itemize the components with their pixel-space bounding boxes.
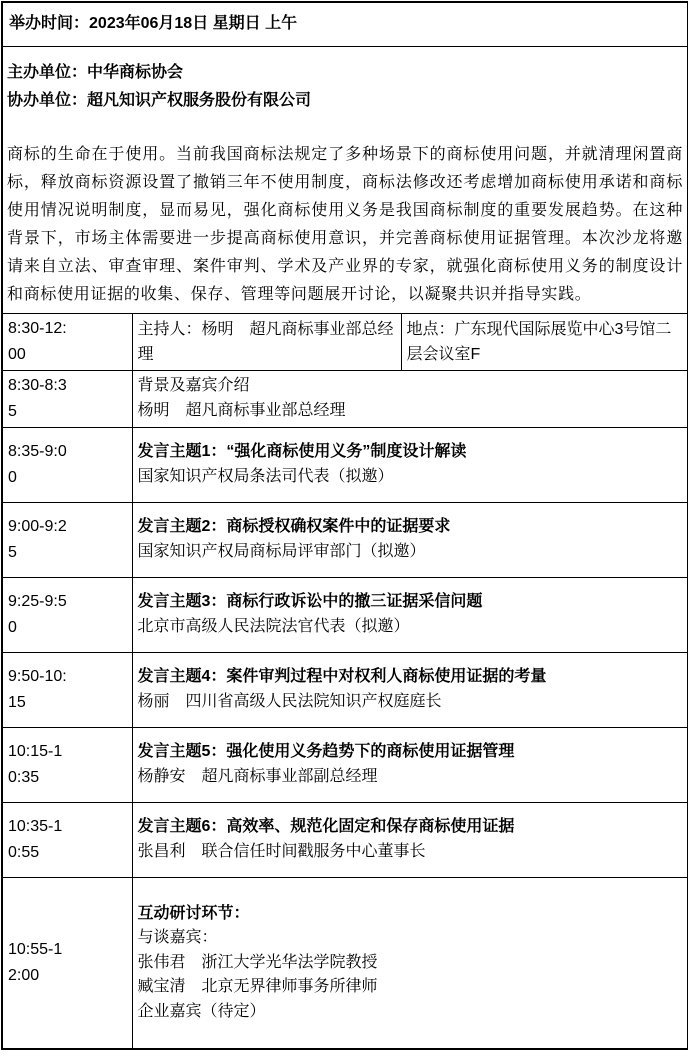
agenda-row <box>2 877 688 1049</box>
agenda-line: 臧宝清 北京无界律师事务所律师 <box>137 978 378 995</box>
agenda-time-cell <box>2 877 132 1049</box>
agenda-title: 发言主题3：商标行政诉讼中的撤三证据采信问题 <box>137 593 483 610</box>
agenda-content-cell <box>132 502 688 577</box>
agenda-line: 张伟君 浙江大学光华法学院教授 <box>137 953 378 971</box>
organizer-label: 主办单位： <box>7 63 88 81</box>
agenda-line: 与谈嘉宾： <box>137 929 218 946</box>
agenda-title: 发言主题4：案件审判过程中对权利人商标使用证据的考量 <box>137 668 547 685</box>
agenda-line: 国家知识产权局商标局评审部门（拟邀） <box>137 542 426 560</box>
agenda-time-cell <box>2 427 132 502</box>
intro-spacer <box>7 115 683 141</box>
agenda-time: 9:25-9:50 <box>8 592 67 636</box>
agenda-time-cell <box>2 370 132 427</box>
agenda-time-cell <box>2 577 132 652</box>
agenda-content-cell <box>132 877 688 1049</box>
agenda-row <box>2 652 688 727</box>
agenda-line: 杨丽 四川省高级人民法院知识产权庭庭长 <box>137 692 442 710</box>
agenda-title: 发言主题6：高效率、规范化固定和保存商标使用证据 <box>137 818 515 835</box>
agenda-content-cell <box>132 577 688 652</box>
agenda-line: 杨明 超凡商标事业部总经理 <box>137 401 346 419</box>
location-text: 地点：广东现代国际展览中心3号馆二层会议室F <box>406 320 672 363</box>
event-time-row <box>2 2 688 46</box>
agenda-content-cell <box>132 802 688 877</box>
event-time-label: 举办时间： <box>9 15 90 33</box>
moderator-cell <box>132 313 401 370</box>
agenda-row <box>2 577 688 652</box>
introduction-paragraph: 商标的生命在于使用。当前我国商标法规定了多种场景下的商标使用问题，并就清理闲置商标，释放商标资源设置了撤销三年不使用制度，商标法修改还考虑增加商标使用承诺和商标使用情况说明制度，显而易见，强化商标使用义务是我国商标制度的重要发展趋势。在这种背景下，市场主体需要进一步提高商标使用意识，并完善商标使用证据管理。本次沙龙将邀请来自立法、审查审理、案件审判、学术及产业界的专家，就强化商标使用义务的制度设计和商标使用证据的收集、保存、管理等问题展开讨论，以凝聚共识并指导实践。 <box>7 145 684 303</box>
agenda-time: 10:55-12:00 <box>8 940 63 984</box>
schedule-table-body <box>2 2 688 1049</box>
agenda-time: 9:00-9:25 <box>8 517 67 561</box>
organizer-intro-row <box>2 46 688 313</box>
moderator-text: 主持人：杨明 超凡商标事业部总经理 <box>137 320 394 363</box>
agenda-line: 张昌利 联合信任时间戳服务中心董事长 <box>137 842 426 860</box>
agenda-time-cell <box>2 727 132 802</box>
location-cell <box>401 313 688 370</box>
agenda-title: 发言主题1：“强化商标使用义务”制度设计解读 <box>137 443 467 460</box>
overview-row <box>2 313 688 370</box>
co-organizer-label: 协办单位： <box>7 91 88 109</box>
agenda-line: 北京市高级人民法院法官代表（拟邀） <box>137 617 410 635</box>
agenda-row <box>2 502 688 577</box>
agenda-content-cell <box>132 727 688 802</box>
co-organizer-line <box>7 87 683 115</box>
agenda-content-cell <box>132 652 688 727</box>
co-organizer-value: 超凡知识产权服务股份有限公司 <box>87 91 312 109</box>
agenda-row <box>2 370 688 427</box>
agenda-line: 杨静安 超凡商标事业部副总经理 <box>137 767 378 785</box>
schedule-table <box>1 1 688 1050</box>
overview-time-cell <box>2 313 132 370</box>
event-time-line <box>9 11 682 37</box>
agenda-time-cell <box>2 802 132 877</box>
agenda-content-cell <box>132 427 688 502</box>
agenda-time-cell <box>2 652 132 727</box>
agenda-line: 企业嘉宾（待定） <box>137 1002 266 1020</box>
agenda-title: 互动研讨环节： <box>137 904 250 922</box>
agenda-content-cell <box>132 370 688 427</box>
agenda-row <box>2 802 688 877</box>
agenda-title: 发言主题5：强化使用义务趋势下的商标使用证据管理 <box>137 743 515 760</box>
agenda-title: 发言主题2：商标授权确权案件中的证据要求 <box>137 518 451 535</box>
overview-time: 8:30-12:00 <box>8 319 67 363</box>
agenda-time: 8:30-8:35 <box>8 376 67 420</box>
organizer-line <box>7 59 683 87</box>
organizer-intro-cell <box>2 46 688 313</box>
agenda-time: 8:35-9:00 <box>8 442 67 486</box>
agenda-row <box>2 427 688 502</box>
event-time-cell <box>2 2 688 46</box>
agenda-time: 10:15-10:35 <box>8 742 63 786</box>
event-time-value: 2023年06月18日 星期日 上午 <box>89 15 298 33</box>
agenda-row <box>2 727 688 802</box>
agenda-time: 9:50-10:15 <box>8 667 67 711</box>
agenda-time: 10:35-10:55 <box>8 817 63 861</box>
agenda-title: 背景及嘉宾介绍 <box>137 377 250 394</box>
agenda-time-cell <box>2 502 132 577</box>
agenda-line: 国家知识产权局条法司代表（拟邀） <box>137 467 394 485</box>
organizer-value: 中华商标协会 <box>87 63 184 81</box>
